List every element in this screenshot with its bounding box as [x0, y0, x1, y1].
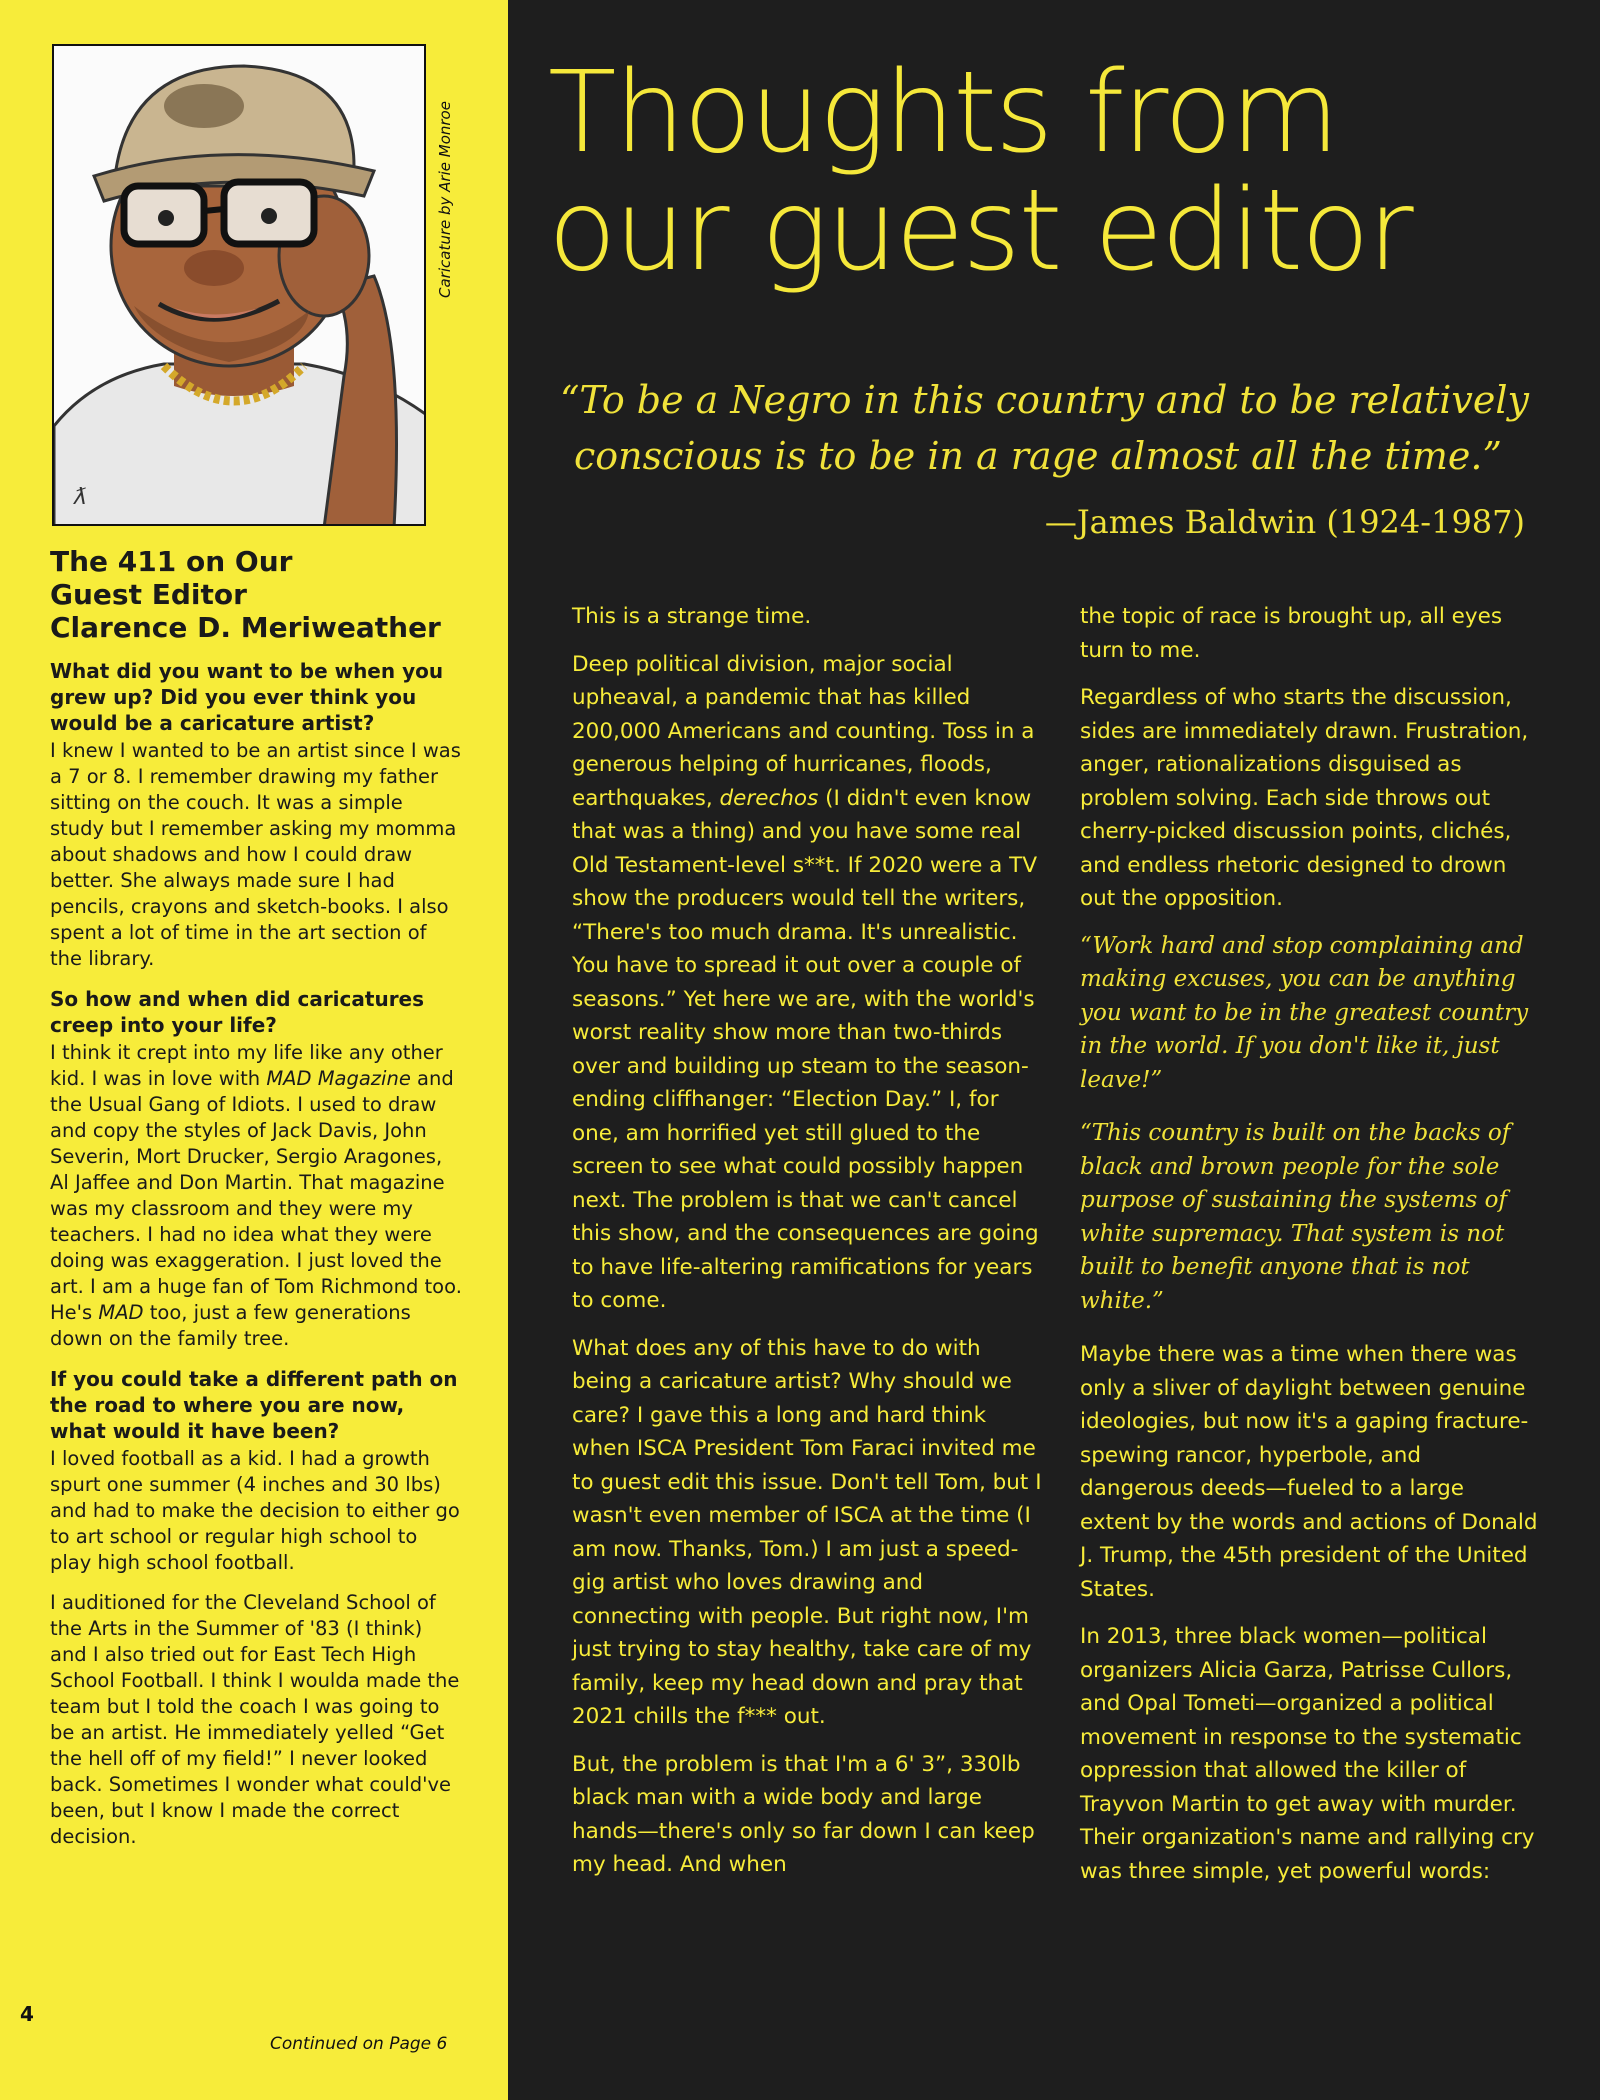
- epigraph-quote: [560, 372, 1560, 484]
- paragraph: the topic of race is brought up, all eyes turn to me.: [1080, 604, 1503, 663]
- interview-answer: I knew I wanted to be an artist since I was a 7 or 8. I remember drawing my father sitting on the couch. It was a simple study but I remember asking my momma about shadows and how I could draw better. She always made sure I had pencils, crayons and sketch-books. I also spent a lot of time in the art section of the library.: [50, 739, 461, 970]
- pull-quote: “Work hard and stop complaining and making excuses, you can be anything you want to be in the greatest country in the world. If you don't like it, just leave!”: [1080, 932, 1529, 1093]
- caricature-credit: Caricature by Arie Monroe: [436, 101, 454, 298]
- quote-line: “To be a Negro in this country and to be relatively: [560, 378, 1529, 422]
- paragraph: In 2013, three black women—political organizers Alicia Garza, Patrisse Cullors, and Opal Tometi—organized a political movement in response to the systematic oppression that allowed the killer of Trayvon Martin to get away with murder. Their organization's name and rallying cry was three simple, yet powerful words:: [1080, 1624, 1535, 1884]
- sidebar-heading-line: The 411 on Our: [50, 545, 293, 578]
- interview-question: What did you want to be when you grew up? Did you ever think you would be a caricature artist?: [50, 659, 444, 735]
- sidebar-heading: [50, 545, 462, 644]
- interview-answer: I loved football as a kid. I had a growth spurt one summer (4 inches and 30 lbs) and had to make the decision to either go to art school or regular high school to play high school football.: [50, 1447, 460, 1574]
- paragraph-text: Deep political division, major social upheaval, a pandemic that has killed 200,000 Americans and counting. Toss in a generous helping of hurricanes, floods, earthquakes,: [572, 651, 1035, 811]
- interview-answer: I auditioned for the Cleveland School of the Arts in the Summer of '83 (I think) and I also tried out for East Tech High School Football. I think I woulda made the team but I told the coach I was going to be an artist. He immediately yelled “Get the hell off of my field!” I never looked back. Sometimes I wonder what could've been, but I know I made the correct decision.: [50, 1591, 460, 1848]
- page-number: 4: [20, 2002, 34, 2026]
- article-title: [548, 48, 1568, 296]
- quote-line: conscious is to be in a rage almost all the time.”: [574, 434, 1502, 478]
- interview-answer: [50, 1040, 462, 1352]
- pull-quote: “This country is built on the backs of black and brown people for the sole purpose of sustaining the systems of white supremacy. That system is not built to benefit anyone that is not white.”: [1080, 1120, 1511, 1314]
- paragraph: Maybe there was a time when there was only a sliver of daylight between genuine ideologies, but now it's a gaping fracture-spewing rancor, hyperbole, and dangerous deeds—fueled to a large extent by the words and actions of Donald J. Trump, the 45th president of the United States.: [1080, 1342, 1538, 1602]
- interview-question: If you could take a different path on the road to where you are now, what would it have been?: [50, 1367, 458, 1443]
- sidebar: [0, 0, 508, 2100]
- title-line: our guest editor: [548, 166, 1412, 296]
- answer-text: I think it crept into my life like any other kid. I was in love with: [50, 1041, 443, 1090]
- answer-text: and the Usual Gang of Idiots. I used to draw and copy the styles of Jack Davis, John Severin, Mort Drucker, Sergio Aragones, Al Jaffee and Don Martin. That magazine was my classroom and they were my teachers. I had no idea what they were doing was exaggeration. I just loved the art. I am a huge fan of Tom Richmond too. He's: [50, 1067, 462, 1324]
- caricature-illustration: [54, 46, 426, 526]
- interview-question: So how and when did caricatures creep into your life?: [50, 987, 425, 1037]
- sidebar-interview: [50, 545, 462, 1864]
- quote-attribution: —James Baldwin (1924-1987): [1044, 503, 1525, 541]
- paragraph: But, the problem is that I'm a 6' 3”, 330lb black man with a wide body and large hands—there's only so far down I can keep my head. And when: [572, 1751, 1035, 1877]
- paragraph: This is a strange time.: [572, 604, 812, 629]
- title-line: Thoughts from: [548, 48, 1338, 178]
- continued-link[interactable]: Continued on Page 6: [270, 2034, 448, 2054]
- sidebar-heading-line: Clarence D. Meriweather: [50, 611, 441, 644]
- article-column-2: [1080, 600, 1540, 1902]
- paragraph: Regardless of who starts the discussion, sides are immediately drawn. Frustration, anger, rationalizations disguised as problem solving. Each side throws out cherry-picked discussion points, clichés, and endless rhetoric designed to drown out the opposition.: [1080, 685, 1529, 911]
- paragraph-text: (I didn't even know that was a thing) and you have some real Old Testament-level s**t. If 2020 were a TV show the producers would tell the writers, “There's too much drama. It's unrealistic. You have to spread it out over a couple of seasons.” Yet here we are, with the world's worst reality show more than two-thirds over and building up steam to the season-ending cliffhanger: “Election Day.” I, for one, am horrified yet still glued to the screen to see what could possibly happen next. The problem is that we can't cancel this show, and the consequences are going to have life-altering ramifications for years to come.: [572, 785, 1039, 1313]
- sidebar-heading-line: Guest Editor: [50, 578, 247, 611]
- answer-text: too, just a few generations down on the family tree.: [50, 1301, 411, 1350]
- paragraph-italic: derechos: [719, 785, 819, 811]
- answer-italic: MAD Magazine: [266, 1067, 411, 1090]
- caricature-portrait: [52, 44, 426, 526]
- paragraph: [572, 648, 1042, 1318]
- paragraph: What does any of this have to do with being a caricature artist? Why should we care? I gave this a long and hard think when ISCA President Tom Faraci invited me to guest edit this issue. Don't tell Tom, but I wasn't even member of ISCA at the time (I am now. Thanks, Tom.) I am just a speed-gig artist who loves drawing and connecting with people. But right now, I'm just trying to stay healthy, take care of my family, keep my head down and pray that 2021 chills the f*** out.: [572, 1335, 1042, 1729]
- article-column-1: [572, 600, 1042, 1896]
- svg-text:ƛ: ƛ: [74, 485, 88, 510]
- answer-italic: MAD: [98, 1301, 144, 1324]
